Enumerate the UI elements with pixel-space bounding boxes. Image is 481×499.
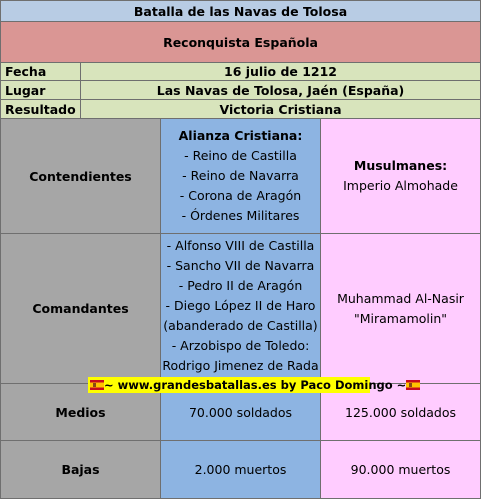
place-label: Lugar bbox=[1, 81, 81, 100]
comandantes-label: Comandantes bbox=[1, 234, 161, 384]
christian-commander: (abanderado de Castilla) bbox=[163, 318, 318, 333]
medios-label: Medios bbox=[1, 384, 161, 441]
muslim-commander: "Miramamolin" bbox=[353, 310, 448, 326]
watermark-text: ~ www.grandesbatallas.es by Paco Domingo ~ bbox=[104, 378, 407, 392]
christian-alliance-cell bbox=[161, 119, 321, 234]
muslim-side-cell bbox=[321, 119, 481, 234]
muslim-troops: 125.000 soldados bbox=[321, 384, 481, 441]
bajas-label: Bajas bbox=[1, 441, 161, 499]
spain-flag-icon bbox=[406, 380, 420, 390]
christian-member: - Reino de Castilla bbox=[184, 148, 297, 163]
christian-commander: Rodrigo Jimenez de Rada bbox=[162, 358, 319, 373]
muslim-commanders-cell bbox=[321, 234, 481, 384]
muslim-side-member: Imperio Almohade bbox=[343, 178, 458, 193]
christian-commander: - Pedro II de Aragón bbox=[178, 278, 303, 293]
muslim-casualties: 90.000 muertos bbox=[321, 441, 481, 499]
infobox-title: Batalla de las Navas de Tolosa bbox=[1, 1, 481, 22]
place-value: Las Navas de Tolosa, Jaén (España) bbox=[81, 81, 481, 100]
christian-member: - Corona de Aragón bbox=[179, 188, 302, 203]
christian-commander: - Sancho VII de Navarra bbox=[166, 258, 315, 273]
christian-commander: - Arzobispo de Toledo: bbox=[171, 338, 310, 353]
christian-commander: - Diego López II de Haro bbox=[165, 298, 316, 313]
date-value: 16 julio de 1212 bbox=[81, 63, 481, 81]
christian-troops: 70.000 soldados bbox=[161, 384, 321, 441]
muslim-side-title: Musulmanes: bbox=[353, 158, 448, 173]
result-label: Resultado bbox=[1, 100, 81, 119]
christian-alliance-title: Alianza Cristiana: bbox=[178, 128, 303, 143]
website-watermark bbox=[88, 377, 407, 393]
infobox-subtitle: Reconquista Española bbox=[1, 22, 481, 63]
contendientes-label: Contendientes bbox=[1, 119, 161, 234]
christian-casualties: 2.000 muertos bbox=[161, 441, 321, 499]
result-value: Victoria Cristiana bbox=[81, 100, 481, 119]
christian-member: - Órdenes Militares bbox=[181, 208, 300, 223]
date-label: Fecha bbox=[1, 63, 81, 81]
spain-flag-icon bbox=[90, 380, 104, 390]
muslim-commander: Muhammad Al-Nasir bbox=[337, 290, 464, 306]
christian-commander: - Alfonso VIII de Castilla bbox=[166, 238, 315, 253]
christian-commanders-cell bbox=[161, 234, 321, 384]
christian-member: - Reino de Navarra bbox=[182, 168, 299, 183]
